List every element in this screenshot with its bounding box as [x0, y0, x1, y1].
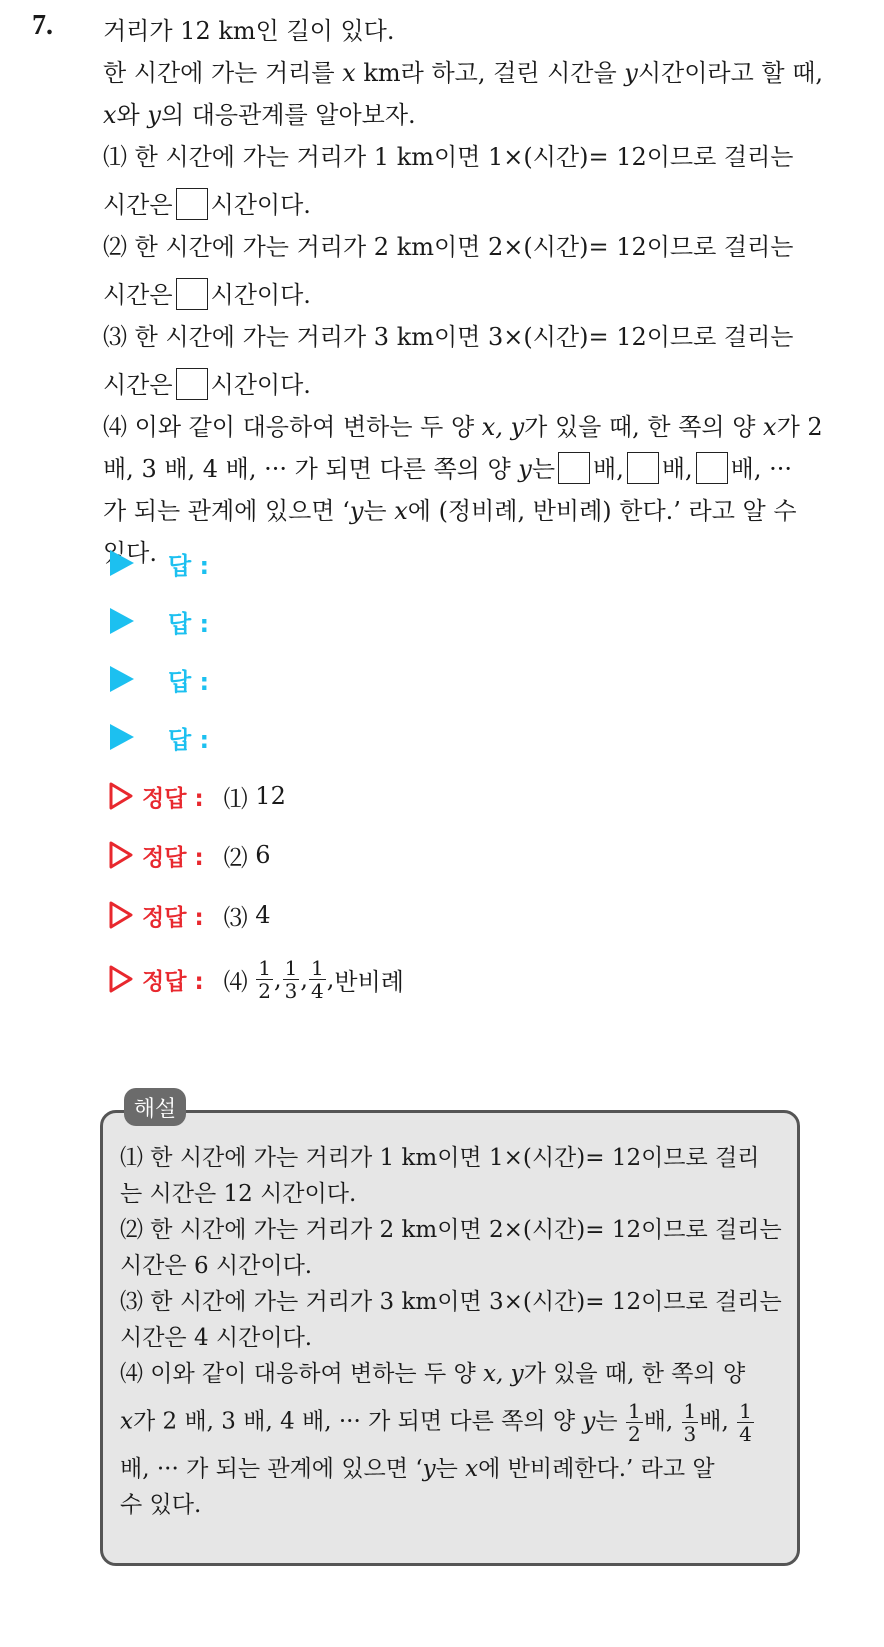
text: km라 하고, 걸린 시간을: [355, 59, 625, 87]
denominator: 4: [739, 1422, 752, 1446]
text: 시간은: [103, 281, 173, 309]
answer-label: 답 :: [168, 725, 210, 754]
part-4-line: [103, 406, 858, 448]
denominator: 2: [258, 978, 272, 1003]
var-x: x: [342, 59, 356, 87]
denominator: 3: [284, 978, 298, 1003]
solution-tag: 해설: [124, 1088, 186, 1126]
denominator: 4: [311, 978, 324, 1003]
correct-answer-value: ⑷ $\frac{1}{2}$ , $\frac{1}{3}$ , $\frac{1}{4}$ , 반비례: [223, 955, 404, 1003]
correct-label: 정답 :: [142, 844, 204, 871]
text: ⑷ 이와 같이 대응하여 변하는 두 양: [103, 413, 482, 441]
problem-text: [103, 10, 858, 574]
answer-blank-box[interactable]: [627, 452, 659, 484]
correct-answer-row: [108, 774, 286, 818]
text: 가 2: [776, 413, 823, 441]
fraction: [737, 1400, 754, 1445]
text: 한 시간에 가는 거리를: [103, 59, 343, 87]
text: 가 있을 때, 한 쪽의 양: [524, 413, 764, 441]
var-xy: x, y: [483, 1361, 524, 1387]
var-y: y: [147, 101, 161, 129]
part-3-line: [103, 316, 858, 358]
text: 시간이다.: [210, 191, 311, 219]
numerator: 1: [739, 1399, 752, 1423]
play-triangle-icon: [110, 550, 134, 576]
correct-answer-row: [108, 952, 404, 1006]
problem-statement: 거리가 12 km인 길이 있다.: [103, 17, 395, 45]
solution-line: 는 시간은 12 시간이다.: [120, 1181, 357, 1207]
part-number: ⑴: [223, 784, 248, 813]
var-y: y: [624, 59, 638, 87]
fraction: [626, 1400, 643, 1445]
value: 4: [255, 901, 271, 929]
text: 있다.: [103, 539, 157, 567]
play-triangle-icon: [110, 666, 134, 692]
text: 배, 3 배, 4 배, ··· 가 되면 다른 쪽의 양: [103, 455, 519, 483]
fraction: [283, 957, 300, 1002]
correct-label: 정답 :: [142, 785, 204, 812]
solution-text: [120, 1140, 782, 1523]
part-2-line: [103, 226, 858, 268]
outline-triangle-icon: [108, 964, 134, 994]
answer-row[interactable]: [110, 659, 209, 699]
text: 는: [435, 1456, 466, 1482]
part-3-blank-line: [103, 364, 858, 406]
correct-answer-value: [224, 898, 271, 933]
value: 12: [255, 782, 286, 810]
solution-line: [120, 1451, 782, 1487]
text: 배,: [661, 455, 693, 483]
text: 와: [116, 101, 148, 129]
question-number: 7.: [32, 10, 53, 41]
solution-line: 시간은 4 시간이다.: [120, 1325, 313, 1351]
answer-blank-box[interactable]: [176, 278, 208, 310]
part-3-text: ⑶ 한 시간에 가는 거리가 3 km이면 3×(시간)= 12이므로 걸리는: [103, 323, 794, 351]
problem-line: [103, 94, 858, 136]
text: 에 반비례한다.’ 라고 알: [478, 1456, 715, 1482]
var-x: x: [763, 413, 777, 441]
text: 시간은: [103, 371, 173, 399]
problem-line: [103, 10, 858, 52]
text: 시간은: [103, 191, 173, 219]
answer-blank-box[interactable]: [696, 452, 728, 484]
correct-answer-row: [108, 833, 271, 877]
correct-answer-value: [224, 779, 286, 814]
correct-answer-value: [224, 838, 271, 873]
var-x: x: [394, 497, 408, 525]
text: 는: [531, 455, 556, 483]
var-y: y: [422, 1456, 436, 1482]
text: 가 되는 관계에 있으면 ‘: [103, 497, 350, 525]
correct-answer-row: [108, 893, 271, 937]
value: 반비례: [334, 967, 404, 996]
part-2-blank-line: [103, 274, 858, 316]
value: 6: [255, 841, 271, 869]
part-4-line: [103, 448, 858, 490]
numerator: 1: [284, 955, 298, 980]
text: 시간이라고 할 때,: [637, 59, 824, 87]
text: 배,: [699, 1408, 729, 1435]
var-x: x: [465, 1456, 479, 1482]
solution-line: ⑶ 한 시간에 가는 거리가 3 km이면 3×(시간)= 12이므로 걸리는: [120, 1289, 782, 1315]
var-y: y: [582, 1408, 596, 1435]
correct-label: 정답 :: [142, 968, 204, 995]
text: 는: [595, 1408, 618, 1435]
text: 는: [363, 497, 395, 525]
fraction: [682, 1400, 699, 1445]
denominator: 3: [683, 1422, 697, 1446]
part-number: ⑵: [223, 843, 248, 872]
numerator: 1: [683, 1399, 697, 1423]
answer-label: 답 :: [168, 667, 210, 696]
text: 의 대응관계를 알아보자.: [160, 101, 416, 129]
var-y: y: [349, 497, 364, 525]
part-2-text: ⑵ 한 시간에 가는 거리가 2 km이면 2×(시간)= 12이므로 걸리는: [103, 233, 794, 261]
text: ⑷ 이와 같이 대응하여 변하는 두 양: [120, 1361, 484, 1387]
part-4-line: [103, 490, 858, 532]
solution-line: 시간은 6 시간이다.: [120, 1253, 313, 1279]
outline-triangle-icon: [108, 781, 134, 811]
solution-line: ⑴ 한 시간에 가는 거리가 1 km이면 1×(시간)= 12이므로 걸리: [120, 1145, 760, 1171]
text: 배,: [593, 455, 624, 483]
part-number: ⑶: [223, 903, 248, 932]
fraction: [309, 957, 326, 1002]
denominator: 2: [627, 1422, 641, 1446]
answer-row[interactable]: [110, 543, 209, 583]
answer-label: 답 :: [168, 551, 210, 580]
text: 시간이다.: [210, 281, 311, 309]
outline-triangle-icon: [108, 900, 134, 930]
answer-blank-box[interactable]: [558, 452, 590, 484]
answer-blank-box[interactable]: [176, 368, 208, 400]
part-1-text: ⑴ 한 시간에 가는 거리가 1 km이면 1×(시간)= 12이므로 걸리는: [103, 143, 794, 171]
answer-row[interactable]: [110, 717, 209, 757]
numerator: 1: [311, 955, 324, 980]
part-1-line: [103, 136, 858, 178]
play-triangle-icon: [110, 724, 134, 750]
var-x: x: [103, 101, 117, 129]
answer-blank-box[interactable]: [176, 188, 208, 220]
outline-triangle-icon: [108, 840, 134, 870]
text: 시간이다.: [210, 371, 311, 399]
part-1-blank-line: [103, 184, 858, 226]
var-x: x: [120, 1408, 133, 1435]
answer-label: 답 :: [168, 609, 210, 638]
solution-line: ⑵ 한 시간에 가는 거리가 2 km이면 2×(시간)= 12이므로 걸리는: [120, 1217, 782, 1243]
numerator: 1: [258, 955, 272, 980]
solution-line: 수 있다.: [120, 1492, 202, 1518]
problem-line: [103, 52, 858, 94]
answer-row[interactable]: [110, 601, 209, 641]
text: 배, ···: [730, 455, 793, 483]
var-xy: x, y: [481, 413, 525, 441]
part-4-line: [103, 532, 858, 574]
text: 가 2 배, 3 배, 4 배, ··· 가 되면 다른 쪽의 양: [132, 1408, 583, 1435]
text: 가 있을 때, 한 쪽의 양: [523, 1361, 746, 1387]
text: 배, ··· 가 되는 관계에 있으면 ‘: [120, 1456, 423, 1482]
text: 배,: [643, 1408, 674, 1435]
numerator: 1: [627, 1399, 641, 1423]
fraction: [256, 957, 273, 1002]
play-triangle-icon: [110, 608, 134, 634]
var-y: y: [518, 455, 532, 483]
text: 에 (정비례, 반비례) 한다.’ 라고 알 수: [407, 497, 797, 525]
solution-line: [120, 1400, 782, 1445]
correct-label: 정답 :: [142, 904, 204, 931]
solution-line: [120, 1356, 782, 1392]
part-number: ⑷: [223, 967, 248, 996]
